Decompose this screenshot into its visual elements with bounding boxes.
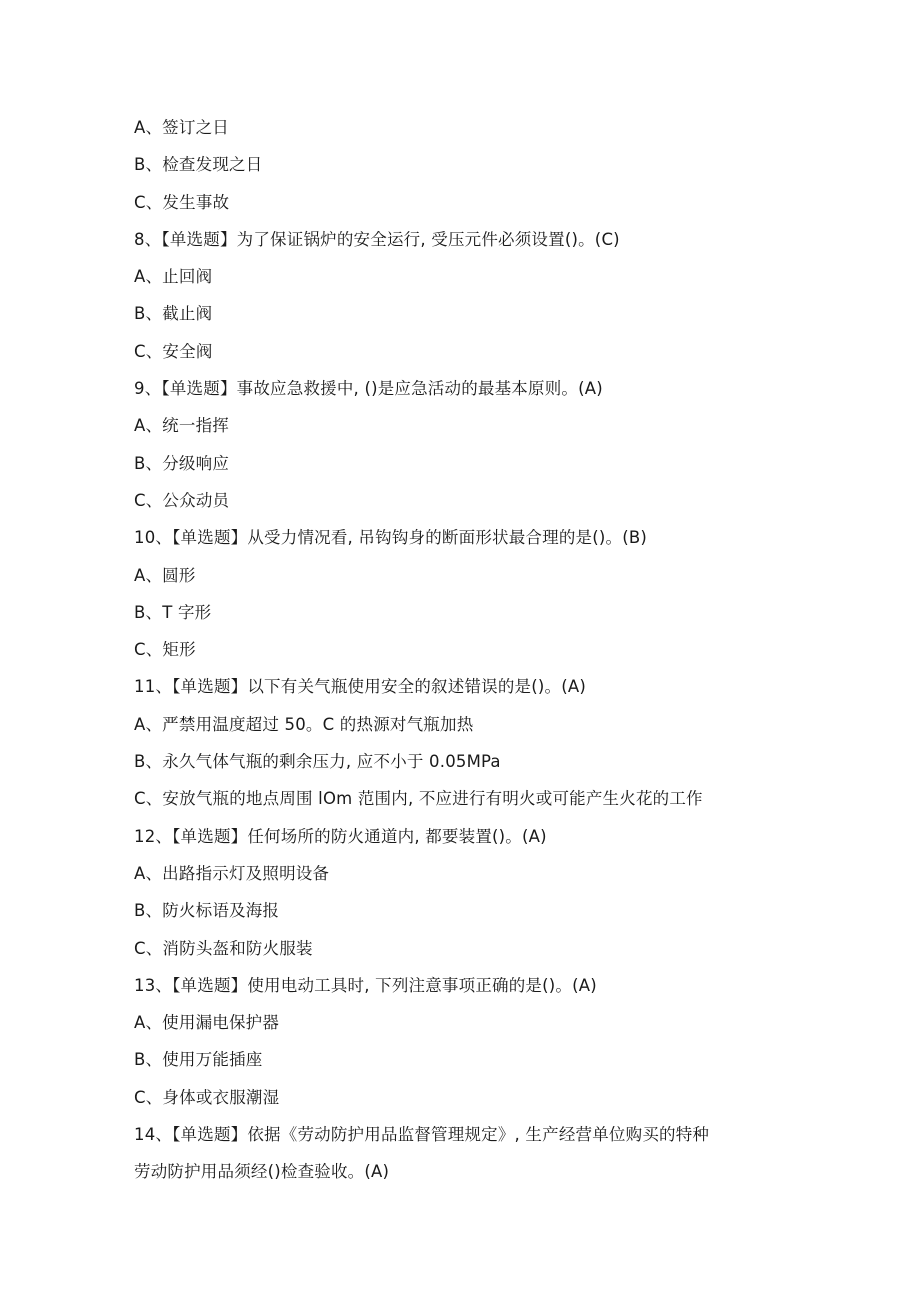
question-line: 10、【单选题】从受力情况看, 吊钩钩身的断面形状最合理的是()。(B) xyxy=(134,528,648,548)
question-line: 8、【单选题】为了保证锅炉的安全运行, 受压元件必须设置()。(C) xyxy=(134,229,620,249)
option-line: C、安全阀 xyxy=(134,341,213,361)
question-line: 9、【单选题】事故应急救援中, ()是应急活动的最基本原则。(A) xyxy=(134,379,603,399)
option-line: C、安放气瓶的地点周围 lOm 范围内, 不应进行有明火或可能产生火花的工作 xyxy=(134,789,703,809)
option-line: A、使用漏电保护器 xyxy=(134,1013,280,1033)
option-line: B、使用万能插座 xyxy=(134,1050,263,1070)
question-line: 11、【单选题】以下有关气瓶使用安全的叙述错误的是()。(A) xyxy=(134,677,586,697)
question-line: 14、【单选题】依据《劳动防护用品监督管理规定》, 生产经营单位购买的特种 xyxy=(134,1125,710,1145)
option-line: C、消防头盔和防火服装 xyxy=(134,938,313,958)
option-line: A、出路指示灯及照明设备 xyxy=(134,863,330,883)
option-line: B、T 字形 xyxy=(134,602,212,622)
question-line: 12、【单选题】任何场所的防火通道内, 都要装置()。(A) xyxy=(134,826,547,846)
option-line: B、截止阀 xyxy=(134,304,213,324)
option-line: A、止回阀 xyxy=(134,267,213,287)
option-line: A、严禁用温度超过 50。C 的热源对气瓶加热 xyxy=(134,714,474,734)
option-line: C、矩形 xyxy=(134,640,196,660)
option-line: B、分级响应 xyxy=(134,453,230,473)
question-line: 13、【单选题】使用电动工具时, 下列注意事项正确的是()。(A) xyxy=(134,975,597,995)
option-line: C、发生事故 xyxy=(134,192,230,212)
option-line: A、签订之日 xyxy=(134,118,229,137)
option-line: C、身体或衣服潮湿 xyxy=(134,1087,280,1107)
option-line: B、检查发现之日 xyxy=(134,155,263,175)
option-line: C、公众动员 xyxy=(134,490,230,510)
question-line-continued: 劳动防护用品须经()检查验收。(A) xyxy=(134,1162,390,1182)
question-list xyxy=(134,109,814,1191)
option-line: B、防火标语及海报 xyxy=(134,901,280,921)
option-line: A、统一指挥 xyxy=(134,416,229,436)
option-line: A、圆形 xyxy=(134,565,196,585)
option-line: B、永久气体气瓶的剩余压力, 应不小于 0.05MPa xyxy=(134,752,501,772)
